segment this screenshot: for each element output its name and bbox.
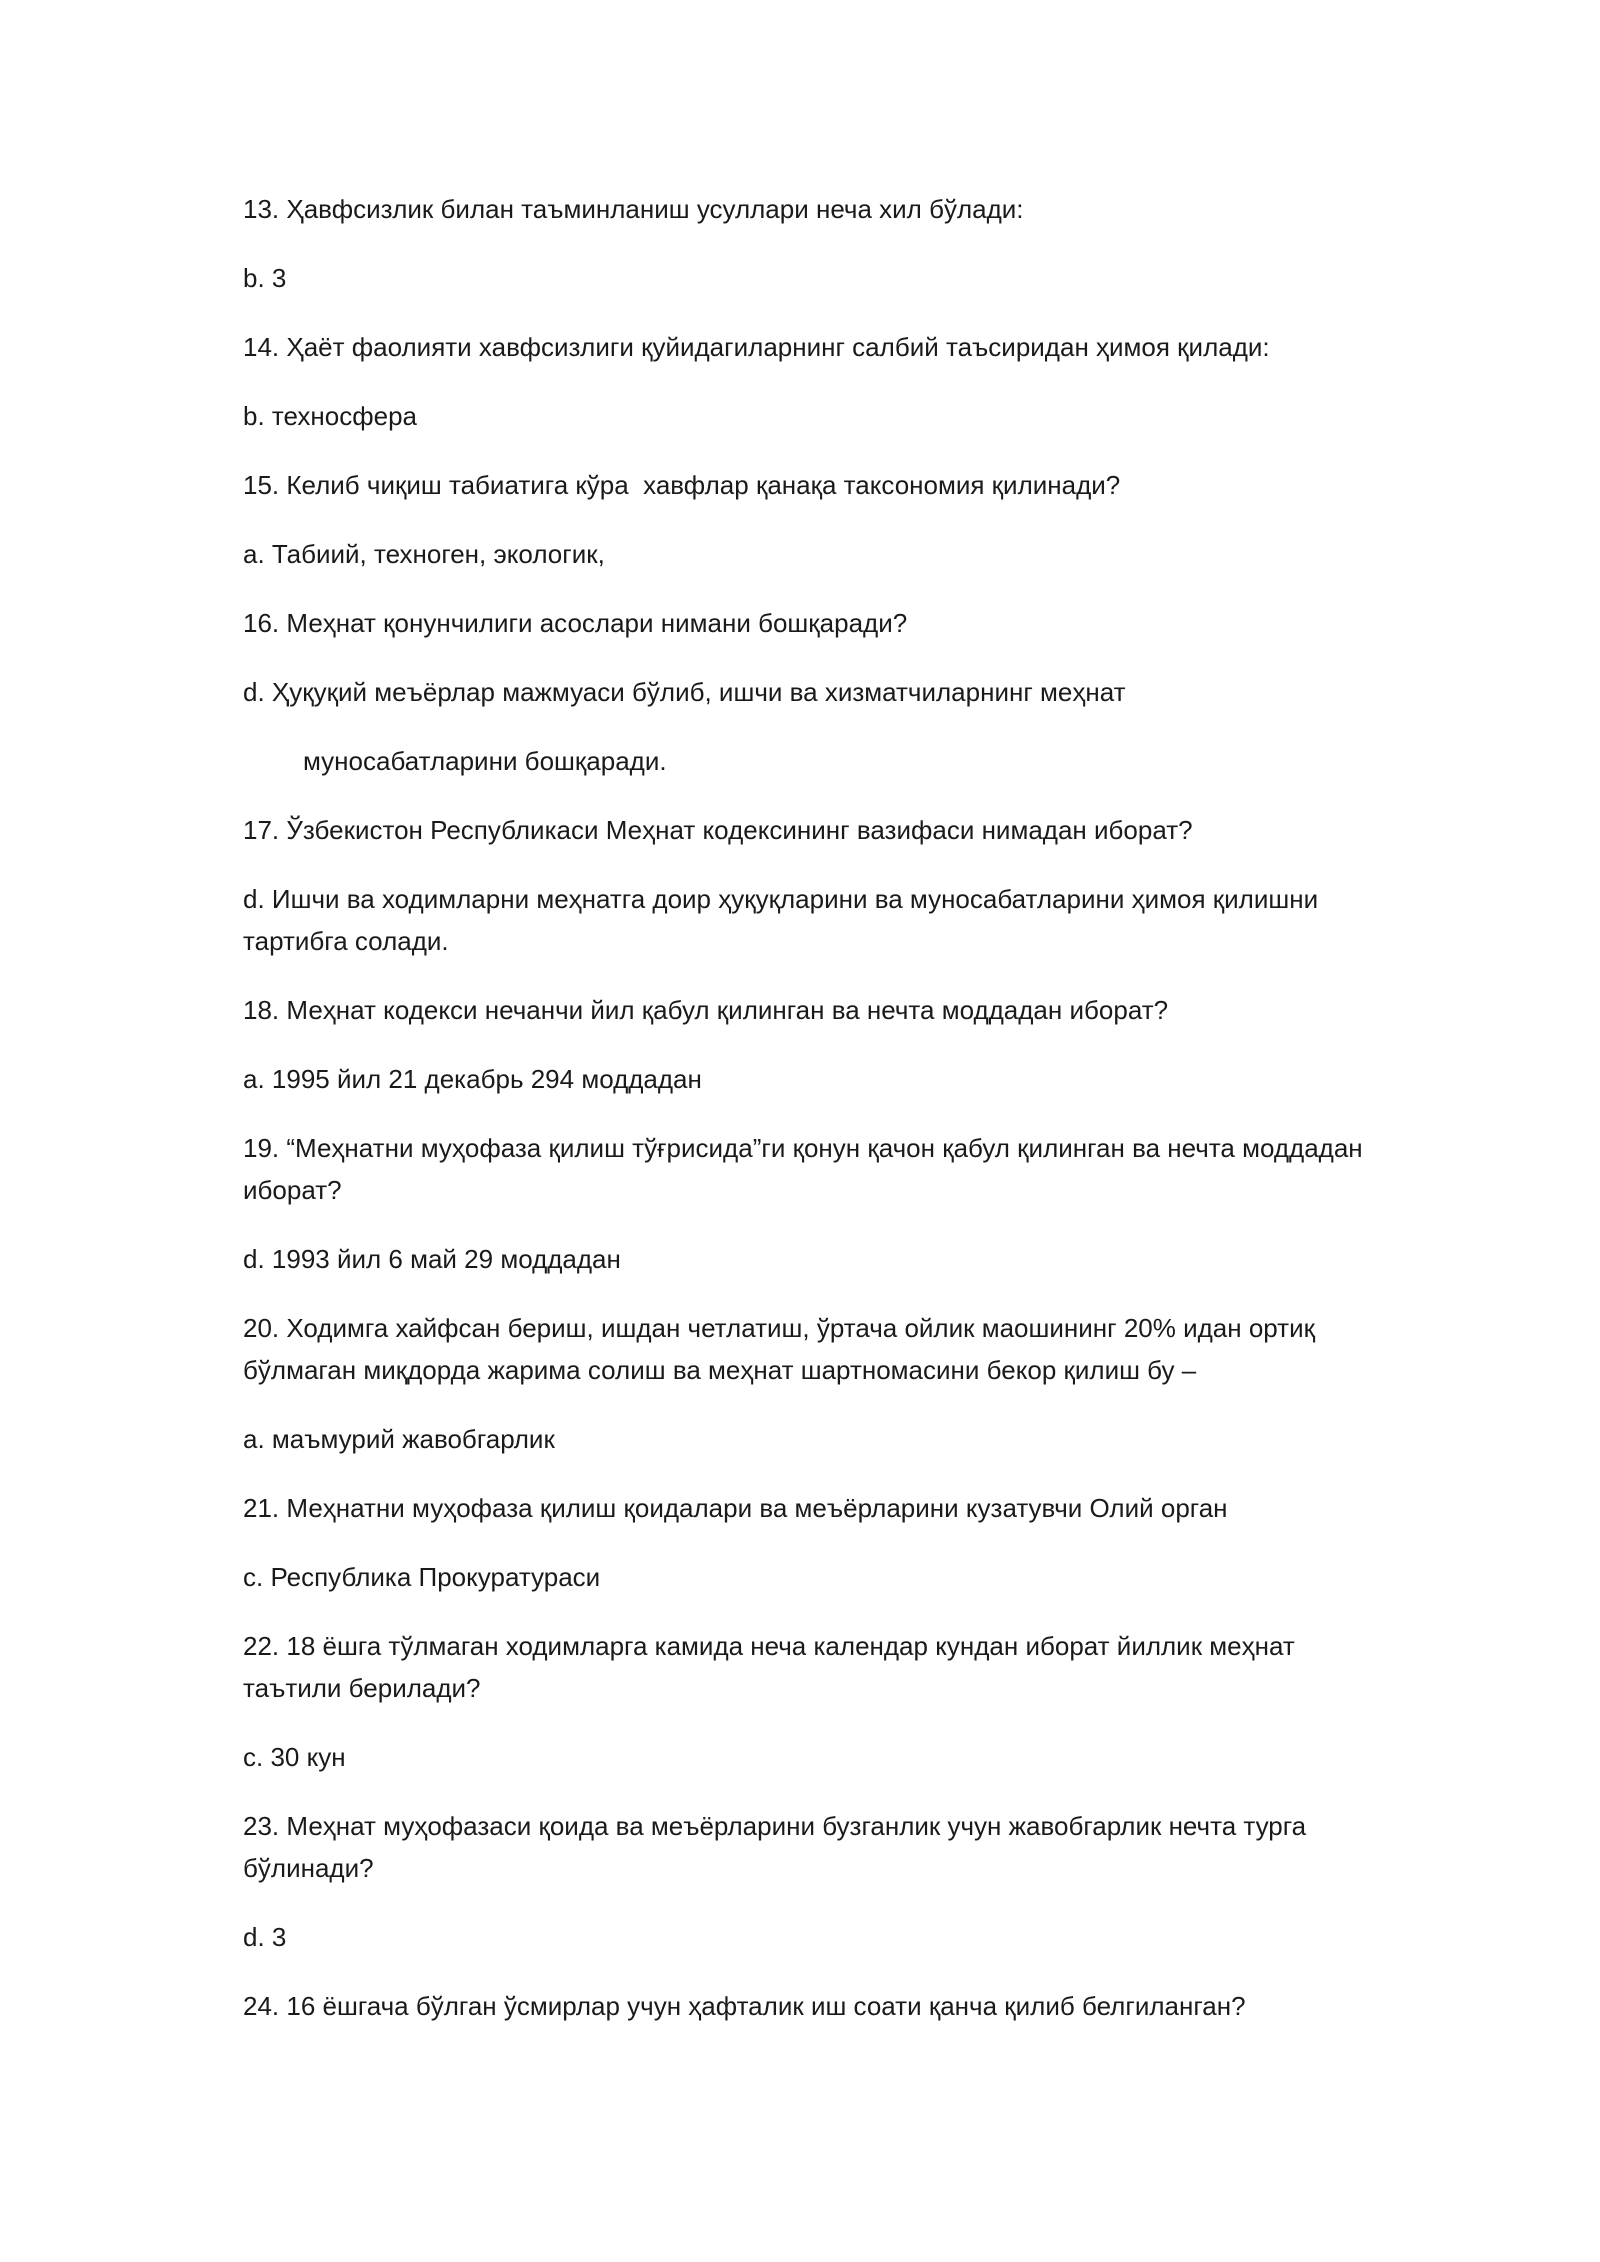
question-15: 15. Келиб чиқиш табиатига кўра хавфлар қанақа таксономия қилинади? [243, 470, 1121, 500]
question-18: 18. Меҳнат кодекси нечанчи йил қабул қилинган ва нечта моддадан иборат? [243, 995, 1169, 1025]
answer-14: b. техносфера [243, 401, 418, 431]
answer-21: c. Республика Прокуратураси [243, 1562, 601, 1592]
question-21: 21. Меҳнатни муҳофаза қилиш қоидалари ва меъёрларини кузатувчи Олий орган [243, 1493, 1228, 1523]
question-16: 16. Меҳнат қонунчилиги асослари нимани бошқаради? [243, 608, 908, 638]
answer-16: d. Ҳуқуқий меъёрлар мажмуаси бўлиб, ишчи ва хизматчиларнинг меҳнат [243, 677, 1126, 707]
question-19: 19. “Меҳнатни муҳофаза қилиш тўғрисида”ги қонун қачон қабул қилинган ва нечта моддадан иборат? [243, 1133, 1370, 1205]
question-13: 13. Ҳавфсизлик билан таъминланиш усуллари неча хил бўлади: [243, 194, 1024, 224]
answer-17: d. Ишчи ва ходимларни меҳнатга доир ҳуқуқларини ва муносабатларини ҳимоя қилишни тартибга солади. [243, 884, 1340, 956]
question-23: 23. Меҳнат муҳофазаси қоида ва меъёрларини бузганлик учун жавобгарлик нечта турга бўлинади? [243, 1811, 1314, 1883]
answer-19: d. 1993 йил 6 май 29 моддадан [243, 1244, 621, 1274]
document-body [243, 188, 1373, 2027]
answer-23: d. 3 [243, 1922, 287, 1952]
question-14: 14. Ҳаёт фаолияти хавфсизлиги қуйидагиларнинг салбий таъсиридан ҳимоя қилади: [243, 332, 1270, 362]
answer-18: a. 1995 йил 21 декабрь 294 моддадан [243, 1064, 702, 1094]
question-17: 17. Ўзбекистон Республикаси Меҳнат кодексининг вазифаси нимадан иборат? [243, 815, 1193, 845]
answer-22: c. 30 кун [243, 1742, 346, 1772]
answer-15: a. Табиий, техноген, экологик, [243, 539, 605, 569]
answer-16-continuation: муносабатларини бошқаради. [303, 746, 667, 776]
question-24: 24. 16 ёшгача бўлган ўсмирлар учун ҳафталик иш соати қанча қилиб белгиланган? [243, 1991, 1246, 2021]
answer-20: a. маъмурий жавобгарлик [243, 1424, 555, 1454]
answer-13: b. 3 [243, 263, 287, 293]
question-20: 20. Ходимга хайфсан бериш, ишдан четлатиш, ўртача ойлик маошининг 20% идан ортиқ бўлмаган миқдорда жарима солиш ва меҳнат шартномасини бекор қилиш бу – [243, 1313, 1323, 1385]
question-22: 22. 18 ёшга тўлмаган ходимларга камида неча календар кундан иборат йиллик меҳнат таътили берилади? [243, 1631, 1303, 1703]
